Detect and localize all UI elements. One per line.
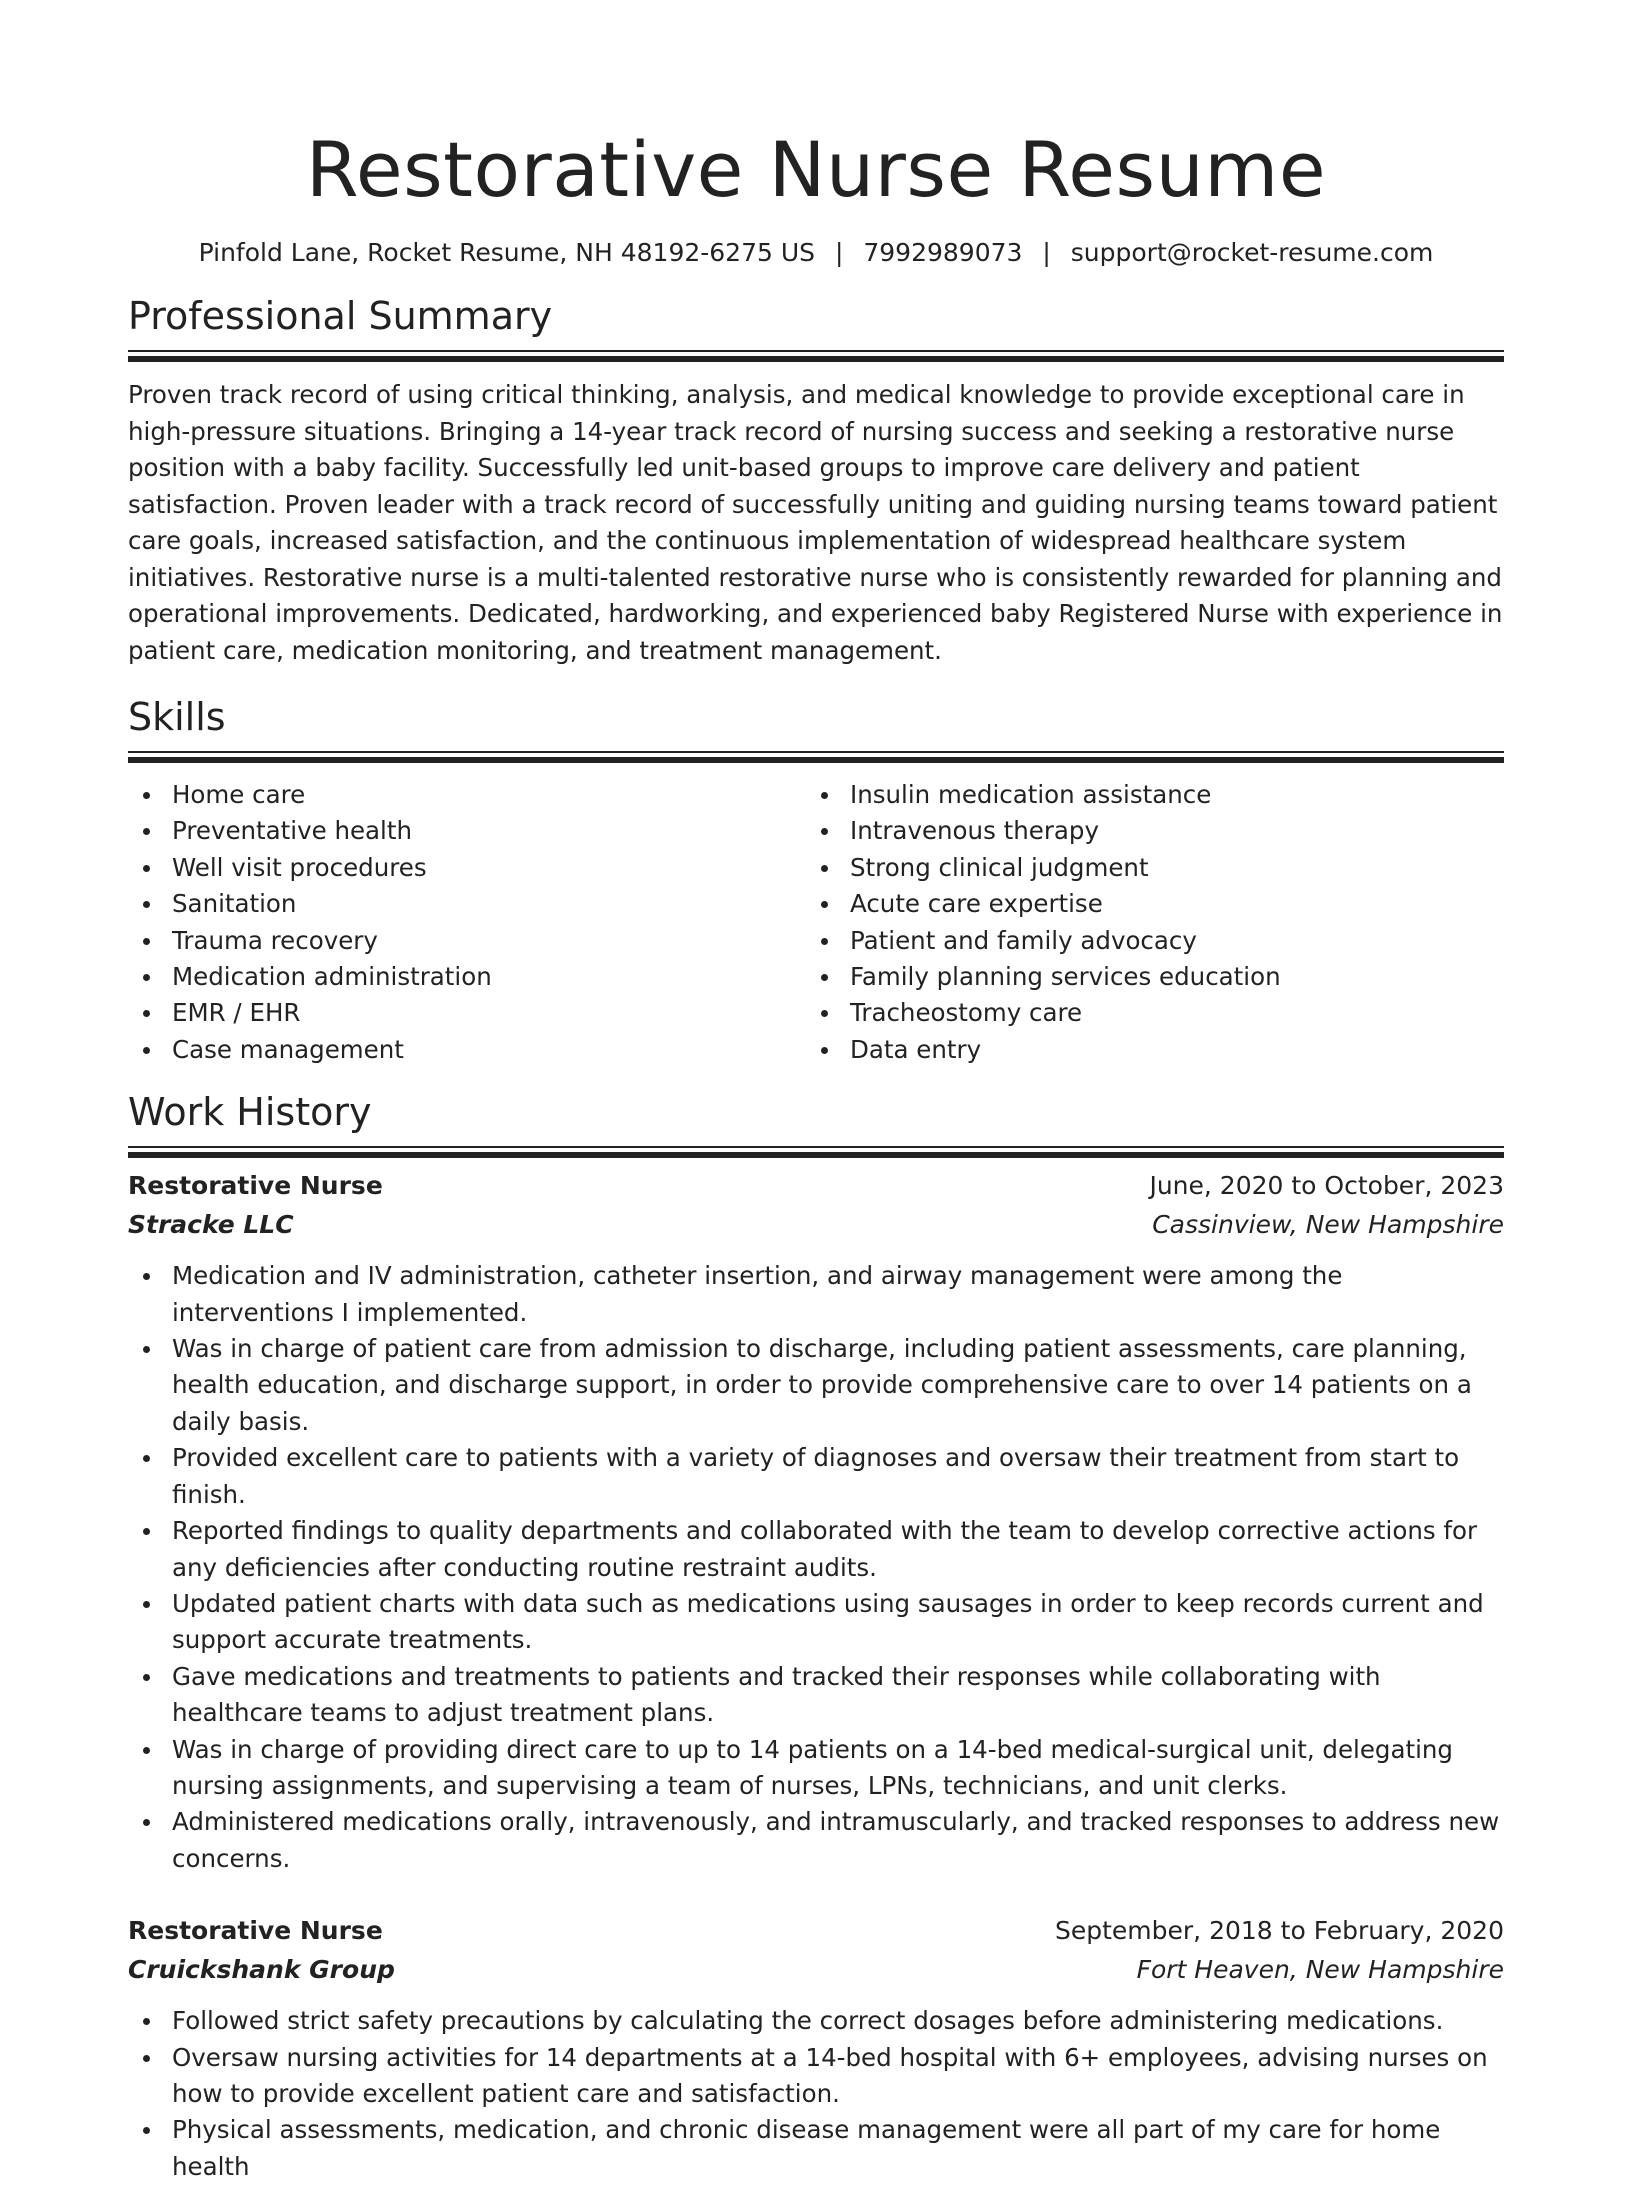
job-dates: September, 2018 to February, 2020 bbox=[1055, 1916, 1504, 1946]
job-bullet: Was in charge of providing direct care to up to 14 patients on a 14-bed medical-surgical unit, delegating nursing assignments, and supervising a team of nurses, LPNs, technicians, and unit clerks. bbox=[128, 1732, 1504, 1805]
skill-item: Case management bbox=[128, 1032, 806, 1068]
resume-page bbox=[128, 0, 1504, 2185]
skill-item: Home care bbox=[128, 777, 806, 813]
skill-item: Acute care expertise bbox=[806, 886, 1484, 922]
skills-section bbox=[128, 693, 1504, 1068]
section-divider bbox=[128, 751, 1504, 753]
job-location: Cassinview, New Hampshire bbox=[1152, 1210, 1504, 1240]
work-history-heading: Work History bbox=[128, 1090, 372, 1135]
job-bullets bbox=[128, 2003, 1504, 2185]
job-header-row bbox=[128, 1911, 1504, 1950]
contact-email: support@rocket-resume.com bbox=[1070, 238, 1434, 267]
contact-separator: | bbox=[834, 238, 844, 267]
job-company: Cruickshank Group bbox=[128, 1955, 395, 1985]
work-history-section bbox=[128, 1088, 1504, 2185]
job-dates: June, 2020 to October, 2023 bbox=[1149, 1171, 1504, 1201]
skill-item: Intravenous therapy bbox=[806, 813, 1484, 849]
job-bullet: Reported findings to quality departments and collaborated with the team to develop corrective actions for any deficiencies after conducting routine restraint audits. bbox=[128, 1513, 1504, 1586]
skills-left-list bbox=[128, 777, 806, 1068]
skill-item: Sanitation bbox=[128, 886, 806, 922]
skill-item: Medication administration bbox=[128, 959, 806, 995]
skill-item: Tracheostomy care bbox=[806, 995, 1484, 1031]
job-company-row bbox=[128, 1950, 1504, 1989]
section-divider bbox=[128, 350, 1504, 352]
job-bullet: Provided excellent care to patients with a variety of diagnoses and oversaw their treatment from start to finish. bbox=[128, 1440, 1504, 1513]
job-entry bbox=[128, 1166, 1504, 1877]
skills-heading: Skills bbox=[128, 695, 226, 739]
job-bullet: Oversaw nursing activities for 14 departments at a 14-bed hospital with 6+ employees, advising nurses on how to provide excellent patient care and satisfaction. bbox=[128, 2040, 1504, 2113]
summary-section bbox=[128, 292, 1504, 669]
skill-item: EMR / EHR bbox=[128, 995, 806, 1031]
skill-item: Preventative health bbox=[128, 813, 806, 849]
skill-item: Family planning services education bbox=[806, 959, 1484, 995]
job-title: Restorative Nurse bbox=[128, 1916, 383, 1946]
job-title: Restorative Nurse bbox=[128, 1171, 383, 1201]
skill-item: Well visit procedures bbox=[128, 850, 806, 886]
skill-item: Strong clinical judgment bbox=[806, 850, 1484, 886]
skill-item: Data entry bbox=[806, 1032, 1484, 1068]
job-bullet: Administered medications orally, intravenously, and intramuscularly, and tracked responses to address new concerns. bbox=[128, 1804, 1504, 1877]
job-company: Stracke LLC bbox=[128, 1210, 294, 1240]
contact-address: Pinfold Lane, Rocket Resume, NH 48192-6275 US bbox=[198, 238, 816, 267]
contact-separator: | bbox=[1042, 238, 1051, 267]
resume-title: Restorative Nurse Resume bbox=[305, 125, 1327, 214]
skills-columns bbox=[128, 777, 1504, 1068]
job-bullet: Followed strict safety precautions by calculating the correct dosages before administering medications. bbox=[128, 2003, 1504, 2039]
job-bullets bbox=[128, 1258, 1504, 1877]
job-location: Fort Heaven, New Hampshire bbox=[1136, 1955, 1504, 1985]
skill-item: Insulin medication assistance bbox=[806, 777, 1484, 813]
skills-right-list bbox=[806, 777, 1484, 1068]
job-bullet: Physical assessments, medication, and chronic disease management were all part of my care for home health bbox=[128, 2112, 1504, 2185]
section-divider bbox=[128, 1146, 1504, 1148]
contact-phone: 7992989073 bbox=[863, 238, 1023, 267]
job-entry bbox=[128, 1911, 1504, 2185]
job-bullet: Was in charge of patient care from admission to discharge, including patient assessments, care planning, health education, and discharge support, in order to provide comprehensive care to over 14 patients on a daily basis. bbox=[128, 1331, 1504, 1440]
job-bullet: Gave medications and treatments to patients and tracked their responses while collaborating with healthcare teams to adjust treatment plans. bbox=[128, 1659, 1504, 1732]
skill-item: Trauma recovery bbox=[128, 923, 806, 959]
job-company-row bbox=[128, 1205, 1504, 1244]
jobs-list bbox=[128, 1166, 1504, 2185]
skill-item: Patient and family advocacy bbox=[806, 923, 1484, 959]
job-header-row bbox=[128, 1166, 1504, 1205]
job-bullet: Updated patient charts with data such as medications using sausages in order to keep records current and support accurate treatments. bbox=[128, 1586, 1504, 1659]
contact-line bbox=[128, 236, 1504, 270]
job-bullet: Medication and IV administration, catheter insertion, and airway management were among the interventions I implemented. bbox=[128, 1258, 1504, 1331]
summary-heading: Professional Summary bbox=[128, 294, 553, 338]
summary-text: Proven track record of using critical thinking, analysis, and medical knowledge to provide exceptional care in high-pressure situations. Bringing a 14-year track record of nursing success and seeking a restorative nurse position with a baby facility. Successfully led unit-based groups to improve care delivery and patient satisfaction. Proven leader with a track record of successfully uniting and guiding nursing teams toward patient care goals, increased satisfaction, and the continuous implementation of widespread healthcare system initiatives. Restorative nurse is a multi-talented restorative nurse who is consistently rewarded for planning and operational improvements. Dedicated, hardworking, and experienced baby Registered Nurse with experience in patient care, medication monitoring, and treatment management. bbox=[128, 380, 1503, 665]
